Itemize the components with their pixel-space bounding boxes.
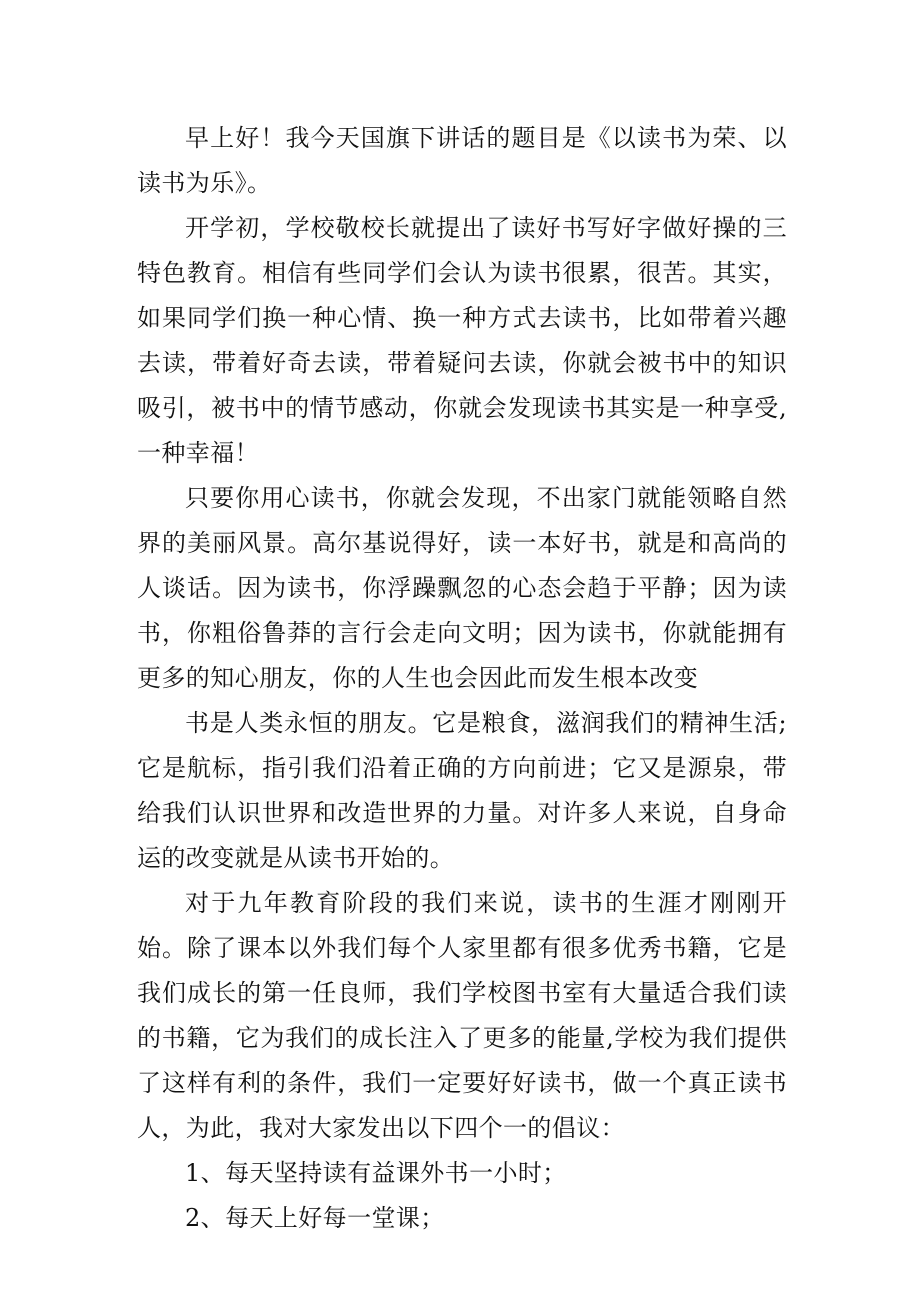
list-item-proposal-1: 1、每天坚持读有益课外书一小时； [185,1159,567,1187]
list-item-proposal-2: 2、每天上好每一堂课； [185,1204,445,1232]
speech-body [137,116,787,1241]
paragraph-greeting: 早上好！我今天国旗下讲话的题目是《以读书为荣、以读书为乐》。 [137,124,787,197]
paragraph-benefits-of-reading: 只要你用心读书，你就会发现，不出家门就能领略自然界的美丽风景。高尔基说得好，读一本好书，就是和高尚的人谈话。因为读书，你浮躁飘忽的心态会趋于平静；因为读书，你粗俗鲁莽的言行会走向文明；因为读书，你就能拥有更多的知心朋友，你的人生也会因此而发生根本改变 [137,484,787,692]
paragraph-school-initiative: 开学初，学校敬校长就提出了读好书写好字做好操的三特色教育。相信有些同学们会认为读书很累，很苦。其实，如果同学们换一种心情、换一种方式去读书，比如带着兴趣去读，带着好奇去读，带着疑问去读，你就会被书中的知识吸引，被书中的情节感动，你就会发现读书其实是一种享受, 一种幸福！ [137,214,787,467]
paragraph-call-to-action: 对于九年教育阶段的我们来说，读书的生涯才刚刚开始。除了课本以外我们每个人家里都有很多优秀书籍，它是我们成长的第一任良师，我们学校图书室有大量适合我们读的书籍，它为我们的成长注入了更多的能量,学校为我们提供了这样有利的条件，我们一定要好好读书，做一个真正读书人，为此，我对大家发出以下四个一的倡议： [137,889,787,1142]
paragraph-books-as-friends: 书是人类永恒的朋友。它是粮食，滋润我们的精神生活;它是航标，指引我们沿着正确的方向前进；它又是源泉，带给我们认识世界和改造世界的力量。对许多人来说，自身命运的改变就是从读书开始的。 [137,709,787,872]
